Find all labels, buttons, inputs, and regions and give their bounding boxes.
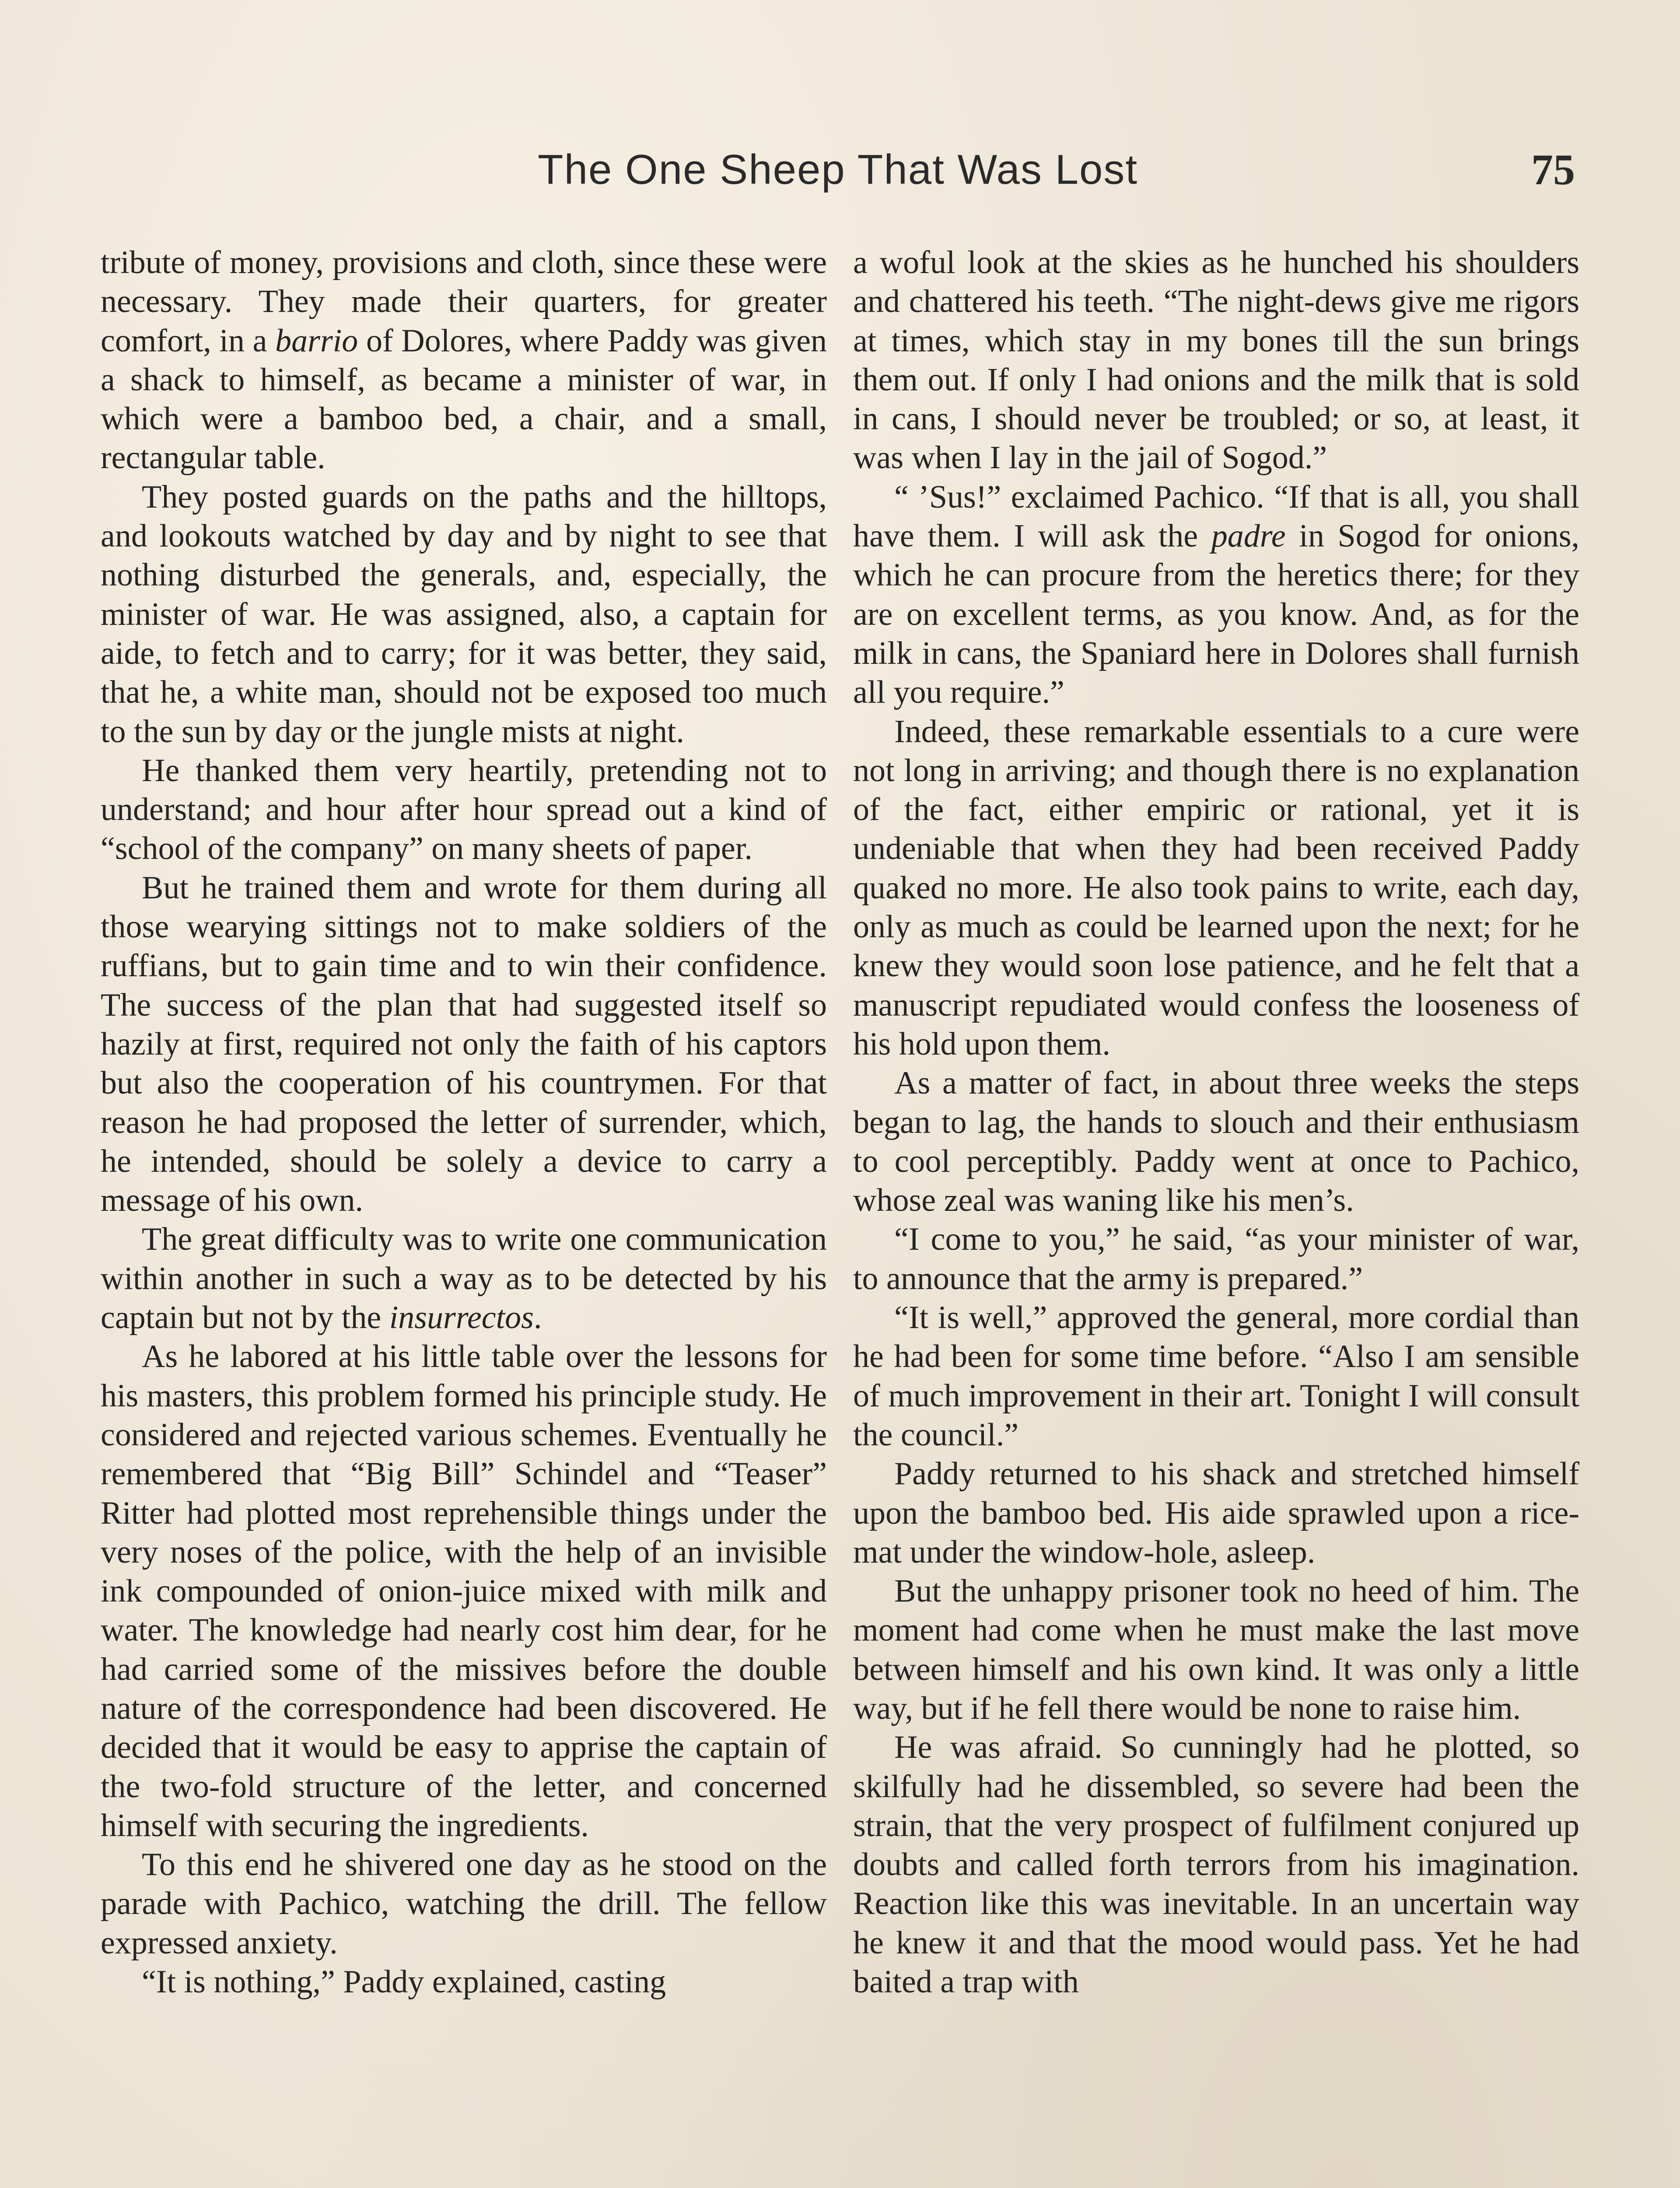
italic-word: padre bbox=[1211, 518, 1286, 554]
paragraph-text: in Sogod for onions, which he can procure from the heretics there; for they are on excellent terms, as you know. And, as for the milk in cans, the Spaniard here in Dolores shall furnish all you require.” bbox=[853, 518, 1580, 711]
paragraph bbox=[101, 1220, 827, 1337]
paragraph bbox=[853, 1220, 1579, 1298]
paragraph bbox=[853, 243, 1579, 478]
italic-word: barrio bbox=[275, 323, 358, 359]
paragraph-text: The great difficulty was to write one communication within another in such a way as to be detected by his captain but not by the bbox=[101, 1221, 827, 1336]
paragraph bbox=[101, 243, 827, 478]
paragraph bbox=[853, 1728, 1579, 2002]
paragraph bbox=[101, 869, 827, 1220]
paragraph bbox=[853, 1572, 1579, 1728]
paragraph bbox=[853, 1064, 1579, 1220]
paragraph-text: They posted guards on the paths and the hilltops, and lookouts watched by day and by night to see that nothing disturbed the generals, and, especially, the minister of war. He was assigned, also, a captain for aide, to fetch and to carry; for it was better, they said, that he, a white man, should not be exposed too much to the sun by day or the jungle mists at night. bbox=[101, 479, 827, 750]
paragraph bbox=[101, 751, 827, 869]
paragraph-text: “It is well,” approved the general, more cordial than he had been for some time before. “Also I am sensible of much improvement in their art. Tonight I will consult the council.” bbox=[853, 1300, 1579, 1453]
paragraph bbox=[101, 478, 827, 751]
right-text-column bbox=[853, 243, 1579, 2002]
paragraph-text: of Dolores, where Paddy was given a shack to himself, as became a minister of war, in which were a bamboo bed, a chair, and a small, rectangular table. bbox=[101, 323, 827, 476]
paragraph-text: “It is nothing,” Paddy explained, casting bbox=[142, 1964, 666, 2000]
paragraph-text: Paddy returned to his shack and stretched himself upon the bamboo bed. His aide sprawled upon a rice-mat under the window-hole, asleep. bbox=[853, 1456, 1579, 1570]
running-head bbox=[101, 139, 1575, 200]
paragraph-text: As a matter of fact, in about three weeks the steps began to lag, the hands to slouch and their enthusiasm to cool perceptibly. Paddy went at once to Pachico, whose zeal was waning like his men’s. bbox=[853, 1065, 1579, 1219]
paragraph-text: As he labored at his little table over the lessons for his masters, this problem formed his principle study. He considered and rejected various schemes. Eventually he remembered that “Big Bill” Schindel and “Teaser” Ritter had plotted most reprehensible things under the very noses of the police, with the help of an invisible ink compounded of onion-juice mixed with milk and water. The knowledge had nearly cost him dear, for he had carried some of the missives before the double nature of the correspondence had been discovered. He decided that it would be easy to apprise the captain of the two-fold structure of the letter, and concerned himself with securing the ingredients. bbox=[101, 1339, 827, 1844]
page-number: 75 bbox=[1531, 145, 1575, 194]
paragraph-text: He was afraid. So cunningly had he plotted, so skilfully had he dissembled, so severe had been the strain, that the very prospect of fulfilment conjured up doubts and called forth terrors from his imagination. Reaction like this was inevitable. In an uncertain way he knew it and that the mood would pass. Yet he had baited a trap with bbox=[853, 1729, 1579, 2000]
paragraph bbox=[101, 1963, 827, 2002]
paragraph-text: But he trained them and wrote for them during all those wearying sittings not to make soldiers of the ruffians, but to gain time and to win their confidence. The success of the plan that had suggested itself so hazily at first, required not only the faith of his captors but also the cooperation of his countrymen. For that reason he had proposed the letter of surrender, which, he intended, should be solely a device to carry a message of his own. bbox=[101, 870, 827, 1219]
paragraph-text: a woful look at the skies as he hunched his shoulders and chattered his teeth. “The night-dews give me rigors at times, which stay in my bones till the sun brings them out. If only I had onions and the milk that is sold in cans, I should never be troubled; or so, at least, it was when I lay in the jail of Sogod.” bbox=[853, 245, 1579, 476]
paragraph-text: “ ’Sus!” exclaimed Pachico. “If that is all, you shall have them. I will ask the bbox=[853, 479, 1579, 554]
paragraph-text: . bbox=[533, 1300, 542, 1336]
paragraph bbox=[101, 1337, 827, 1845]
paragraph-text: “I come to you,” he said, “as your minister of war, to announce that the army is prepared.” bbox=[853, 1221, 1579, 1297]
paragraph-text: tribute of money, provisions and cloth, since these were necessary. They made their quarters, for greater comfort, in a bbox=[101, 245, 827, 359]
italic-word: insurrectos bbox=[389, 1300, 534, 1336]
paragraph bbox=[853, 712, 1579, 1064]
paragraph bbox=[101, 1845, 827, 1963]
paragraph-text: To this end he shivered one day as he stood on the parade with Pachico, watching the drill. The fellow expressed anxiety. bbox=[101, 1847, 827, 1961]
chapter-title: The One Sheep That Was Lost bbox=[537, 146, 1138, 193]
paragraph-text: He thanked them very heartily, pretending not to understand; and hour after hour spread out a kind of “school of the company” on many sheets of paper. bbox=[101, 752, 827, 867]
paragraph bbox=[853, 1455, 1579, 1572]
paragraph-text: Indeed, these remarkable essentials to a cure were not long in arriving; and though there is no explanation of the fact, either empiric or rational, yet it is undeniable that when they had been received Paddy quaked no more. He also took pains to write, each day, only as much as could be learned upon the next; for he knew they would soon lose patience, and he felt that a manuscript repudiated would confess the looseness of his hold upon them. bbox=[853, 713, 1579, 1062]
paragraph bbox=[853, 1298, 1579, 1455]
paragraph-text: But the unhappy prisoner took no heed of him. The moment had come when he must make the last move between himself and his own kind. It was only a little way, but if he fell there would be none to raise him. bbox=[853, 1573, 1579, 1726]
paragraph bbox=[853, 478, 1579, 712]
left-text-column bbox=[101, 243, 827, 2002]
